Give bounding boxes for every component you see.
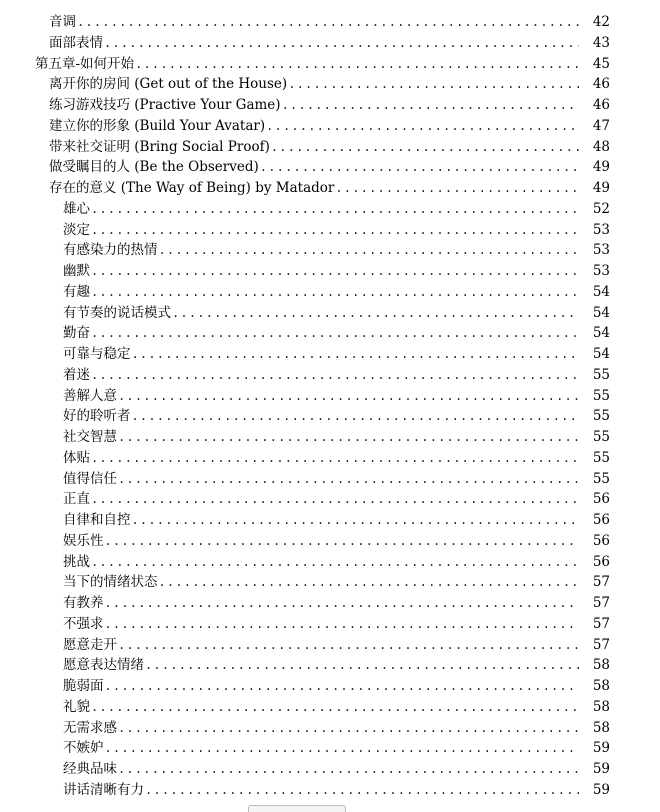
toc-entry[interactable] <box>0 697 660 718</box>
toc-entry-line <box>49 116 610 137</box>
toc-entry-line <box>49 95 610 116</box>
toc-entry[interactable] <box>0 303 660 324</box>
toc-entry[interactable] <box>0 33 660 54</box>
dot-leader <box>132 510 611 531</box>
toc-entry-line <box>49 12 610 33</box>
toc-entry-line <box>63 572 610 593</box>
toc-entry[interactable] <box>0 614 660 635</box>
toc-entry-page-number: 49 <box>579 157 610 178</box>
toc-entry-title: 正直 <box>63 489 91 510</box>
toc-entry-title: 脆弱面 <box>63 676 105 697</box>
toc-entry-line <box>63 303 610 324</box>
toc-entry[interactable] <box>0 74 660 95</box>
toc-entry-page-number: 47 <box>579 116 610 137</box>
toc-entry-page-number: 58 <box>579 676 610 697</box>
toc-entry[interactable] <box>0 95 660 116</box>
toc-entry-line <box>63 406 610 427</box>
toc-entry-line <box>63 759 610 780</box>
toc-entry-title: 经典品味 <box>63 759 118 780</box>
toc-entry[interactable] <box>0 759 660 780</box>
dot-leader <box>159 572 611 593</box>
toc-entry[interactable] <box>0 780 660 801</box>
toc-entry-line <box>63 344 610 365</box>
dot-leader <box>145 780 610 801</box>
toc-entry[interactable] <box>0 220 660 241</box>
toc-entry-line <box>63 240 610 261</box>
toc-entry-page-number: 55 <box>579 469 610 490</box>
dot-leader <box>118 386 610 407</box>
toc-entry-title: 不强求 <box>63 614 105 635</box>
toc-entry-title: 第五章-如何开始 <box>35 54 135 75</box>
toc-entry[interactable] <box>0 676 660 697</box>
toc-entry-title: 娱乐性 <box>63 531 105 552</box>
dot-leader <box>132 344 611 365</box>
toc-entry-title: 做受瞩目的人 (Be the Observed) <box>49 157 260 178</box>
toc-entry-line <box>63 469 610 490</box>
dot-leader <box>104 33 610 54</box>
toc-entry-page-number: 54 <box>579 303 610 324</box>
dot-leader <box>288 74 610 95</box>
toc-entry-title: 面部表情 <box>49 33 104 54</box>
toc-entry-page-number: 55 <box>579 365 610 386</box>
toc-entry-title: 愿意表达情绪 <box>63 655 145 676</box>
toc-entry-title: 雄心 <box>63 199 91 220</box>
toc-entry-line <box>49 178 610 199</box>
toc-entry-title: 带来社交证明 (Bring Social Proof) <box>49 137 271 158</box>
toc-entry-line <box>63 531 610 552</box>
toc-entry-title: 讲话清晰有力 <box>63 780 145 801</box>
toc-entry-line <box>63 386 610 407</box>
dot-leader <box>172 303 610 324</box>
toc-entry-page-number: 59 <box>579 738 610 759</box>
toc-entry-line <box>63 365 610 386</box>
toc-entry[interactable] <box>0 718 660 739</box>
dot-leader <box>105 614 611 635</box>
toc-entry-page-number: 52 <box>579 199 610 220</box>
toc-entry-title: 建立你的形象 (Build Your Avatar) <box>49 116 266 137</box>
table-of-contents <box>0 12 660 801</box>
toc-entry-page-number: 56 <box>579 510 610 531</box>
toc-entry[interactable] <box>0 635 660 656</box>
dot-leader <box>335 178 610 199</box>
toc-entry-page-number: 54 <box>579 344 610 365</box>
dot-leader <box>260 157 610 178</box>
toc-entry[interactable] <box>0 54 660 75</box>
dot-leader <box>159 240 611 261</box>
toc-entry[interactable] <box>0 116 660 137</box>
toc-entry[interactable] <box>0 552 660 573</box>
toc-entry-page-number: 42 <box>579 12 610 33</box>
toc-entry-title: 可靠与稳定 <box>63 344 132 365</box>
toc-entry[interactable] <box>0 510 660 531</box>
toc-entry[interactable] <box>0 12 660 33</box>
toc-entry-line <box>63 635 610 656</box>
toc-entry-line <box>63 780 610 801</box>
toc-entry-line <box>63 738 610 759</box>
toc-entry-line <box>35 54 610 75</box>
toc-entry-title: 无需求感 <box>63 718 118 739</box>
toc-entry-line <box>63 593 610 614</box>
toc-entry-page-number: 59 <box>579 759 610 780</box>
toc-entry-line <box>49 33 610 54</box>
toc-entry-line <box>63 199 610 220</box>
toc-entry-line <box>63 655 610 676</box>
toc-entry[interactable] <box>0 178 660 199</box>
toc-entry[interactable] <box>0 572 660 593</box>
dot-leader <box>118 718 610 739</box>
dot-leader <box>91 282 610 303</box>
toc-entry[interactable] <box>0 489 660 510</box>
toc-entry-page-number: 55 <box>579 406 610 427</box>
toc-entry[interactable] <box>0 738 660 759</box>
toc-entry-page-number: 43 <box>579 33 610 54</box>
toc-entry-page-number: 56 <box>579 531 610 552</box>
dot-leader <box>118 427 610 448</box>
toc-entry-title: 值得信任 <box>63 469 118 490</box>
toc-entry-page-number: 55 <box>579 427 610 448</box>
dot-leader <box>145 655 610 676</box>
toc-entry[interactable] <box>0 386 660 407</box>
toc-entry-title: 练习游戏技巧 (Practive Your Game) <box>49 95 282 116</box>
toc-entry-title: 有趣 <box>63 282 91 303</box>
toc-entry-title: 体贴 <box>63 448 91 469</box>
toc-entry-page-number: 55 <box>579 448 610 469</box>
toc-entry[interactable] <box>0 323 660 344</box>
toc-entry[interactable] <box>0 655 660 676</box>
toc-entry-title: 幽默 <box>63 261 91 282</box>
toc-entry-line <box>63 676 610 697</box>
toc-entry[interactable] <box>0 427 660 448</box>
toc-entry-line <box>63 697 610 718</box>
toc-entry-line <box>63 282 610 303</box>
toc-entry-title: 存在的意义 (The Way of Being) by Matador <box>49 178 335 199</box>
toc-entry[interactable] <box>0 157 660 178</box>
dot-leader <box>91 489 610 510</box>
toc-entry-title: 愿意走开 <box>63 635 118 656</box>
toc-entry-page-number: 58 <box>579 718 610 739</box>
toc-entry-line <box>63 448 610 469</box>
toc-entry-page-number: 46 <box>579 74 610 95</box>
dot-leader <box>91 697 610 718</box>
toc-entry-line <box>63 614 610 635</box>
dot-leader <box>91 448 610 469</box>
toc-entry-page-number: 57 <box>579 635 610 656</box>
dot-leader <box>91 323 610 344</box>
dot-leader <box>118 635 610 656</box>
toc-entry-title: 有节奏的说话模式 <box>63 303 172 324</box>
dot-leader <box>91 261 610 282</box>
dot-leader <box>118 469 610 490</box>
dot-leader <box>77 12 610 33</box>
toc-entry[interactable] <box>0 240 660 261</box>
dot-leader <box>105 593 611 614</box>
toc-entry[interactable] <box>0 344 660 365</box>
toc-entry[interactable] <box>0 137 660 158</box>
toc-entry-line <box>63 489 610 510</box>
toc-entry-line <box>63 261 610 282</box>
toc-entry-page-number: 54 <box>579 282 610 303</box>
dot-leader <box>91 199 610 220</box>
toc-entry-page-number: 56 <box>579 552 610 573</box>
toc-entry-title: 善解人意 <box>63 386 118 407</box>
toc-entry-title: 着迷 <box>63 365 91 386</box>
toc-entry-page-number: 53 <box>579 261 610 282</box>
dot-leader <box>105 676 611 697</box>
toc-entry[interactable] <box>0 199 660 220</box>
dot-leader <box>118 759 610 780</box>
toc-entry-page-number: 53 <box>579 220 610 241</box>
toc-entry-line <box>63 718 610 739</box>
dot-leader <box>105 531 611 552</box>
toc-entry-page-number: 57 <box>579 572 610 593</box>
toc-entry-title: 不嫉妒 <box>63 738 105 759</box>
toc-entry-page-number: 56 <box>579 489 610 510</box>
toc-entry-line <box>49 157 610 178</box>
toc-entry-page-number: 57 <box>579 614 610 635</box>
toc-entry-page-number: 45 <box>579 54 610 75</box>
toc-entry-page-number: 46 <box>579 95 610 116</box>
toc-entry-line <box>49 74 610 95</box>
dot-leader <box>282 95 610 116</box>
toc-entry-title: 离开你的房间 (Get out of the House) <box>49 74 288 95</box>
toc-entry-page-number: 54 <box>579 323 610 344</box>
toc-entry-title: 好的聆听者 <box>63 406 132 427</box>
dot-leader <box>91 220 610 241</box>
toc-entry-page-number: 58 <box>579 697 610 718</box>
toc-entry-title: 有教养 <box>63 593 105 614</box>
dot-leader <box>271 137 610 158</box>
dot-leader <box>266 116 610 137</box>
toc-entry-line <box>63 220 610 241</box>
toc-entry-page-number: 58 <box>579 655 610 676</box>
toc-entry-title: 挑战 <box>63 552 91 573</box>
toc-entry[interactable] <box>0 261 660 282</box>
toc-entry-page-number: 49 <box>579 178 610 199</box>
toc-entry[interactable] <box>0 406 660 427</box>
toc-entry-title: 淡定 <box>63 220 91 241</box>
toc-entry[interactable] <box>0 448 660 469</box>
toc-entry-title: 当下的情绪状态 <box>63 572 159 593</box>
toc-entry[interactable] <box>0 469 660 490</box>
toc-entry-page-number: 55 <box>579 386 610 407</box>
dot-leader <box>91 365 610 386</box>
toc-entry-page-number: 48 <box>579 137 610 158</box>
toc-entry-page-number: 53 <box>579 240 610 261</box>
toc-entry-title: 礼貌 <box>63 697 91 718</box>
toc-entry-line <box>49 137 610 158</box>
toc-entry-page-number: 57 <box>579 593 610 614</box>
toc-entry-line <box>63 427 610 448</box>
toc-entry[interactable] <box>0 282 660 303</box>
toc-entry-line <box>63 552 610 573</box>
dot-leader <box>135 54 610 75</box>
toc-entry-title: 音调 <box>49 12 77 33</box>
dot-leader <box>105 738 611 759</box>
dot-leader <box>91 552 610 573</box>
toc-entry[interactable] <box>0 365 660 386</box>
toc-entry-line <box>63 510 610 531</box>
toc-entry-title: 有感染力的热情 <box>63 240 159 261</box>
toc-entry-title: 勤奋 <box>63 323 91 344</box>
toc-entry[interactable] <box>0 531 660 552</box>
dot-leader <box>132 406 611 427</box>
toc-entry-page-number: 59 <box>579 780 610 801</box>
toc-entry[interactable] <box>0 593 660 614</box>
toc-entry-title: 自律和自控 <box>63 510 132 531</box>
toc-entry-title: 社交智慧 <box>63 427 118 448</box>
toc-entry-line <box>63 323 610 344</box>
